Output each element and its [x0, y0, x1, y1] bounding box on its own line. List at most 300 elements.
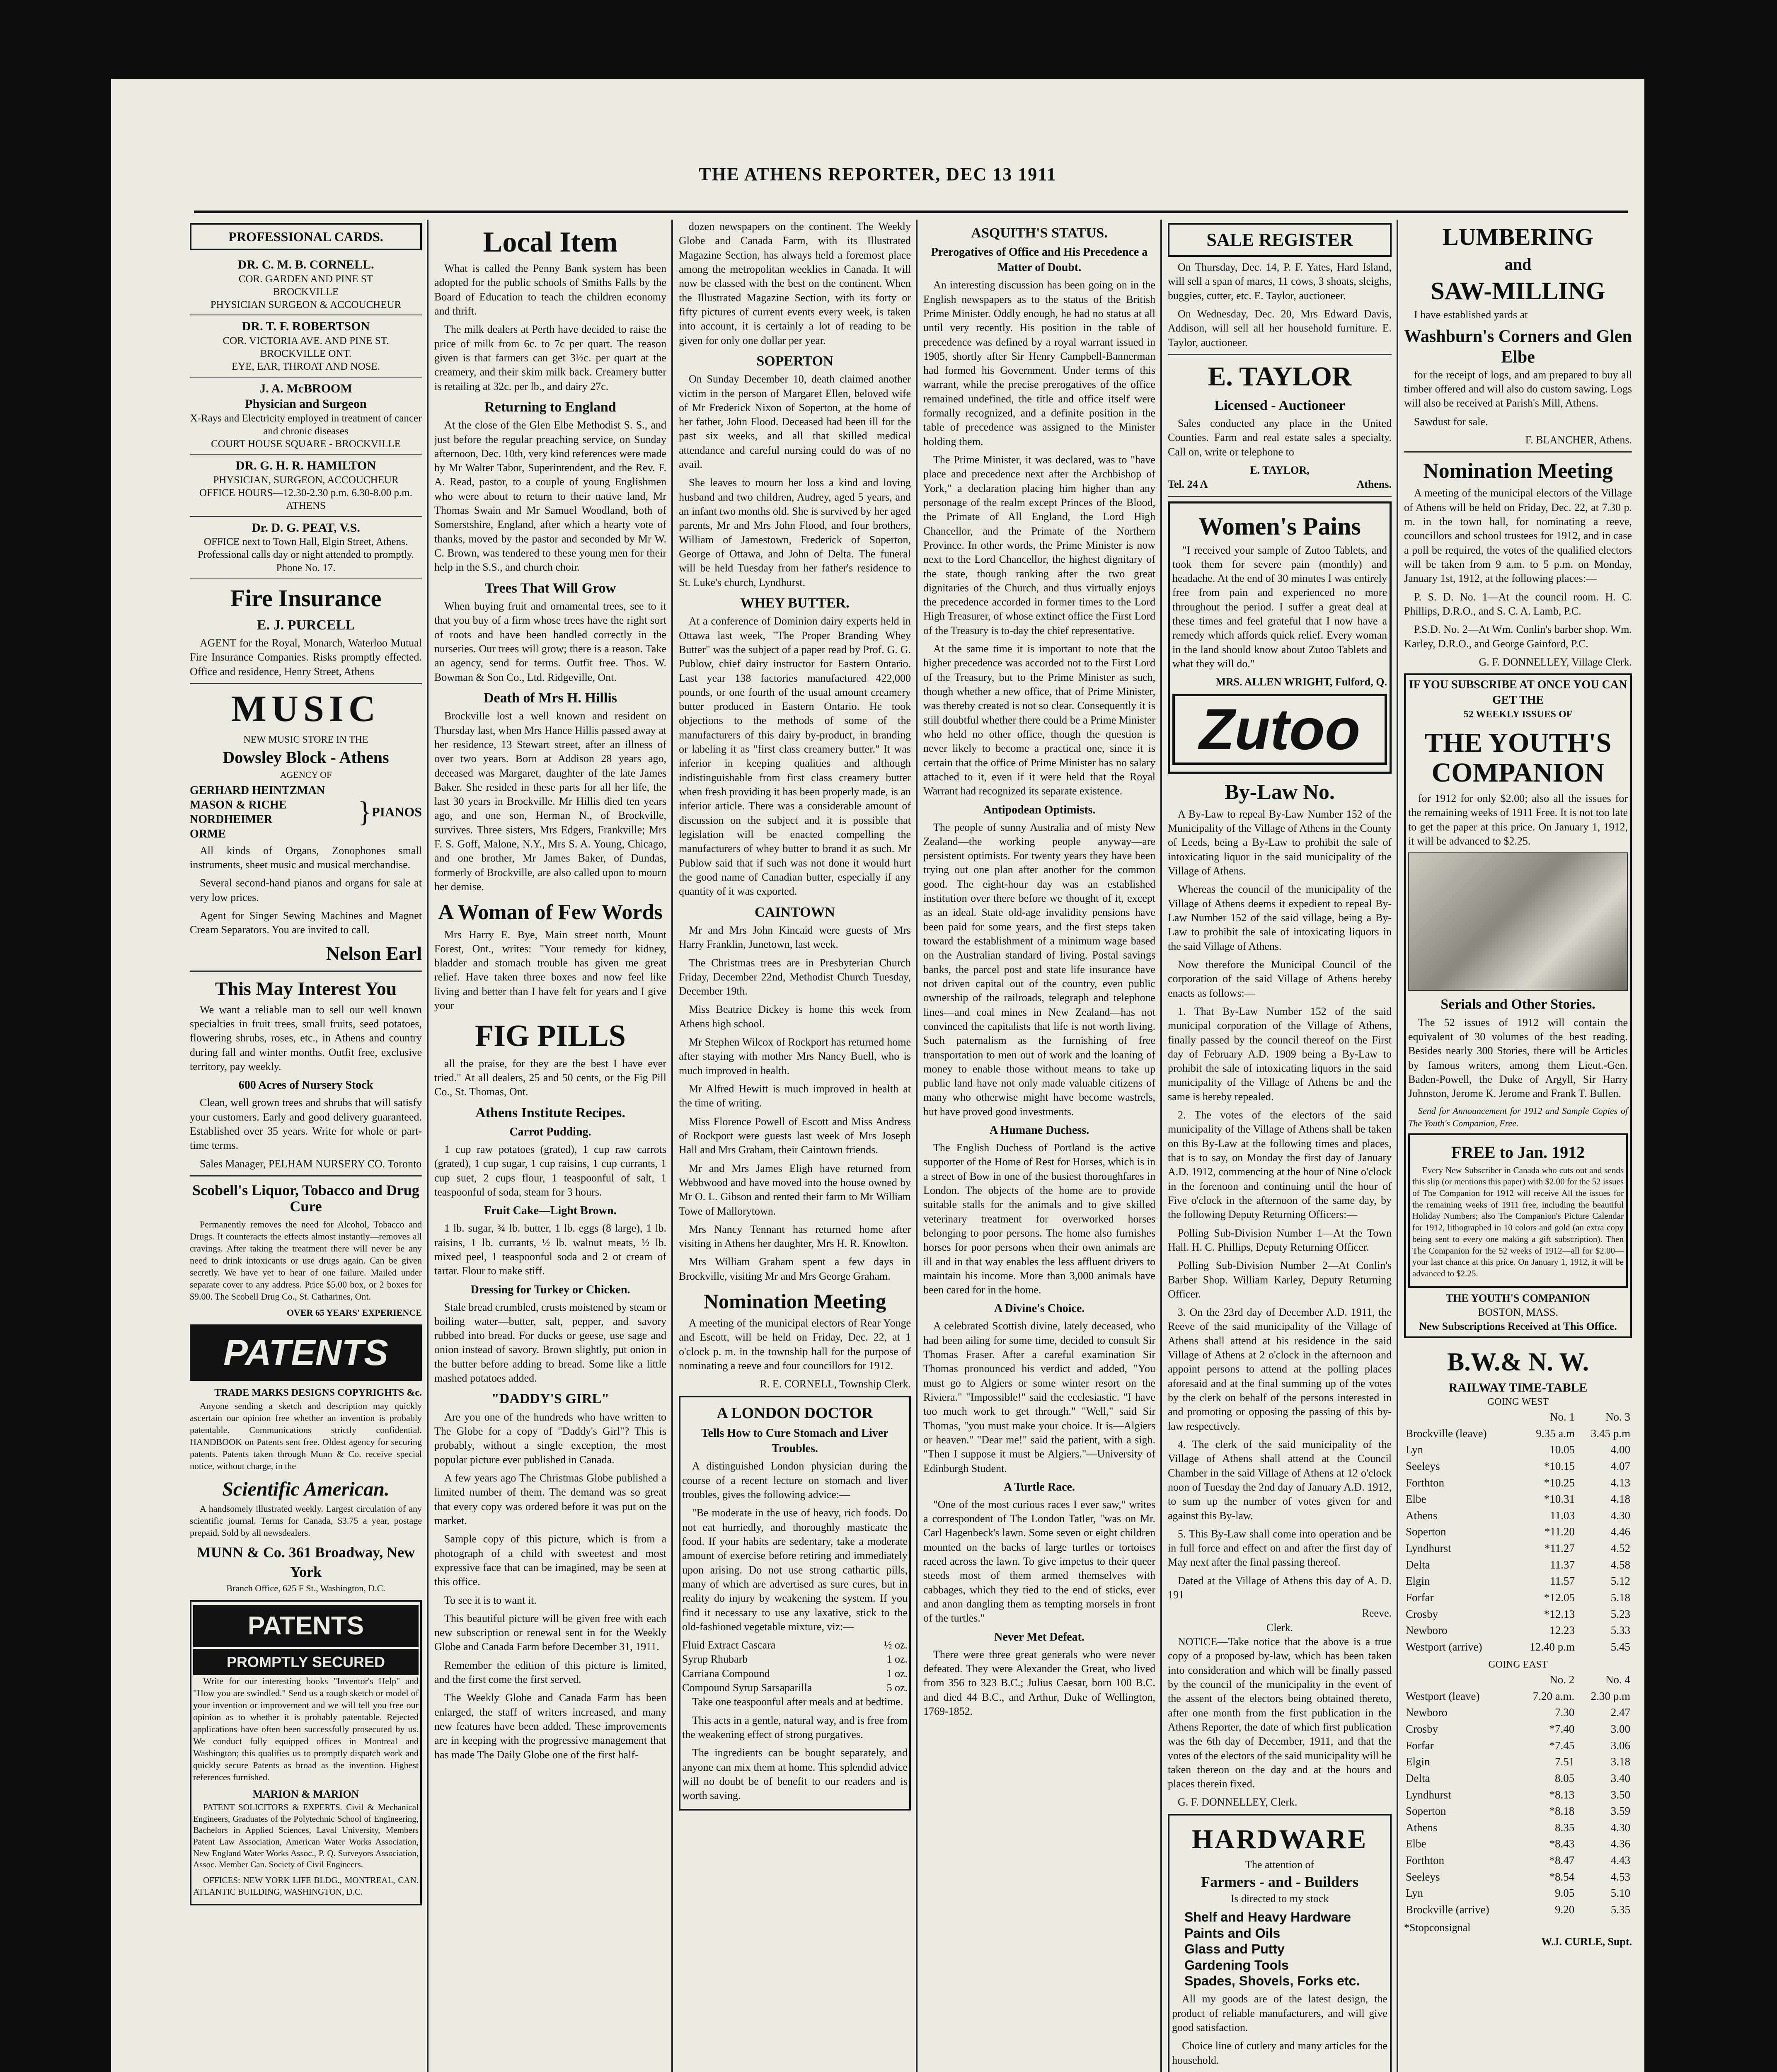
bylaw-text: Polling Sub-Division Number 2—At Conlin's Barber Shop. William Karley, Deputy Returning Officer.: [1168, 1259, 1392, 1300]
table-cell: 4.53: [1610, 1870, 1630, 1883]
lumber-body: I have established yards at: [1414, 308, 1528, 321]
table-row: [1404, 1688, 1632, 1705]
divider: [190, 1175, 422, 1176]
table-cell: 5.18: [1610, 1591, 1630, 1604]
card-peat: [190, 517, 422, 579]
bylaw-text: 2. The votes of the electors of the said municipality of the Village of Athens shall be taken on this By-Law at the following times and places, that is to say, on Monday the first day of January A.D. 1912, commencing at the hour of Nine o'clock in the forenoon and continuing until the hour of Five o'clock in the afternoon of the same day, by the following Deputy Returning Officers:—: [1168, 1109, 1392, 1221]
article-body: This acts in a gentle, natural way, and is free from the weakening effect of strong purgatives.: [682, 1714, 908, 1740]
news-item: The Christmas trees are in Presbyterian Church Friday, December 22nd, Methodist Church Tuesday, December 19th.: [679, 956, 911, 997]
column-rule: [1397, 220, 1398, 2072]
table-cell: No. 3: [1605, 1411, 1630, 1423]
card-line: COR. VICTORIA AVE. AND PINE ST. BROCKVILLE ONT.: [223, 335, 389, 360]
hardware-item: Shelf and Heavy Hardware: [1184, 1910, 1351, 1925]
table-row: [1404, 1557, 1632, 1573]
card-line: OFFICE HOURS—12.30-2.30 p.m. 6.30-8.00 p.m.: [199, 487, 412, 499]
table-cell: Elgin: [1406, 1575, 1430, 1588]
card-line: Physician and Surgeon: [245, 397, 367, 411]
fire-insurance-title: Fire Insurance: [230, 584, 382, 612]
recipe-body: 1 lb. sugar, ¾ lb. butter, 1 lb. eggs (8 large), 1 lb. raisins, 1 lb. currants, ½ lb. walnut meats, ½ lb. mixed peel, 1 teaspoonful soda and 2 ot cream of tartar. Flour to make stiff.: [434, 1222, 666, 1277]
table-row: [1404, 1754, 1632, 1770]
page-header-title: THE ATHENS REPORTER, DEC 13 1911: [699, 164, 1057, 184]
table-cell: 5.10: [1610, 1887, 1630, 1900]
london-doctor-title: A LONDON DOCTOR: [717, 1404, 873, 1422]
bylaw-text: 5. This By-Law shall come into operation and be in full force and effect on and after the first day of May next after the final passing thereof.: [1168, 1527, 1392, 1569]
piano-brand: NORDHEIMER: [190, 813, 273, 826]
table-cell: 4.30: [1610, 1509, 1630, 1522]
piano-brand: MASON & RICHE: [190, 798, 287, 811]
lumber-places: Washburn's Corners and Glen Elbe: [1404, 327, 1632, 367]
news-item: Miss Florence Powell of Escott and Miss Andress of Rockport were guests last week of Mrs Joseph Hall and Mrs Graham, their Caintown friends.: [679, 1115, 911, 1156]
patents2-sub: PROMPTLY SECURED: [193, 1649, 419, 1675]
professional-cards-title: PROFESSIONAL CARDS.: [190, 223, 422, 250]
table-cell: 11.03: [1550, 1509, 1575, 1522]
rx-item: Syrup Rhubarb: [682, 1653, 748, 1665]
table-row: [1404, 1770, 1632, 1787]
card-name: DR. G. H. R. HAMILTON: [235, 459, 376, 473]
card-line: ATHENS: [286, 500, 326, 512]
table-cell: Delta: [1406, 1558, 1430, 1571]
serials-title: Serials and Other Stories.: [1440, 997, 1595, 1012]
table-row: [1404, 1902, 1632, 1918]
article-body: The ingredients can be bought separately, and anyone can mix them at home. This splendid advice will no doubt be of benefit to our readers and is worth saving.: [682, 1747, 908, 1802]
whey-title: WHEY BUTTER.: [740, 595, 850, 611]
table-cell: 4.13: [1610, 1476, 1630, 1489]
recipes-title: Athens Institute Recipes.: [475, 1105, 625, 1121]
bylaw-text: 3. On the 23rd day of December A.D. 1911, the Reeve of the said municipality of the Village of Athens shall attend at his residence in the said Village of Athens at 2 o'clock in the afternoon and appoint persons to attend at the polling places aforesaid and at the final summing up of the votes by the clerk on behalf of the persons interested in and promoting or opposing the passing of this by-law respectively.: [1168, 1306, 1392, 1432]
column-rule: [427, 220, 429, 2072]
table-cell: 11.37: [1550, 1558, 1575, 1571]
caintown-title: CAINTOWN: [755, 904, 835, 920]
bylaw-text: 1. That By-Law Number 152 of the said municipal corporation of the Village of Athens, finally passed by the council thereof on the First day of February A.D. 1909 being a By-Law to prohibit the sale of intoxicating liquors in the said municipality of the Village of Athens be and the same is hereby repealed.: [1168, 1005, 1392, 1103]
article-body: A few years ago The Christmas Globe published a limited number of them. The demand was so great that every copy was ordered before it was put on the market.: [434, 1472, 666, 1527]
table-cell: 4.30: [1610, 1821, 1630, 1834]
recipe-head: Fruit Cake—Light Brown.: [484, 1204, 617, 1218]
news-item: Mr Stephen Wilcox of Rockport has returned home after staying with mother Mrs Nancy Buell, who is much improved in health.: [679, 1036, 911, 1077]
munn-branch: Branch Office, 625 F St., Washington, D.C.: [226, 1583, 385, 1593]
serials-note: Send for Announcement for 1912 and Sample Copies of The Youth's Companion, Free.: [1408, 1106, 1628, 1128]
news-item: Mr and Mrs James Eligh have returned from Webbwood and have moved into the house owned by Mr O. L. Gibson and rented their farm to Mr William Towe of Mallorytown.: [679, 1162, 911, 1217]
article-body: Brockville lost a well known and resident on Thursday last, when Mrs Hance Hillis passed away at her residence, 13 Stewart street, after an illness of over two years. Born at Addison 28 years ago, deceased was Margaret, daughter of the late James Baker. She resided in these parts for all her life, the last 30 years in Brockville. Mr Hillis died ten years ago, and one son, Herman N., of Brockville, survives. Three sisters, Mrs Edgers, Frankville; Mrs F. S. Goff, Malone, N.Y., Mrs S. A. Young, Chicago, and one brother, Mr James Baker, of Dundas, formerly of Brockville, are also called upon to mourn her demise.: [434, 710, 666, 893]
defeat-title: Never Met Defeat.: [994, 1630, 1085, 1644]
nomination-sign: R. E. CORNELL, Township Clerk.: [760, 1378, 911, 1390]
table-cell: 11.57: [1550, 1575, 1575, 1588]
bylaw-notice: NOTICE—Take notice that the above is a true copy of a proposed by-law, which has been taken into consideration and which will be finally passed by the council of the municipality in the event of the assent of the electors being obtained thereto, after one month from the first publication in the Athens Reporter, the date of which first publication was the 6th day of December, 1911, and that the votes of the electors of the said municipality will be taken thereon on the day and at the hours and places therein fixed.: [1168, 1636, 1392, 1790]
brace-icon: }: [358, 796, 372, 828]
timetable-west: [1404, 1409, 1632, 1655]
table-cell: *7.45: [1549, 1739, 1575, 1752]
table-cell: No. 1: [1549, 1411, 1575, 1423]
hardware-item: Glass and Putty: [1184, 1941, 1285, 1957]
card-line: PHYSICIAN, SURGEON, ACCOUCHEUR: [213, 474, 399, 486]
article-body: A celebrated Scottish divine, lately deceased, who had been ailing for some time, decided to consult Sir Thomas Fraser. After a careful examination Sir Thomas pronounced his verdict and added, "You must go to Algiers or some winter resort on the Riviera." "Impossible!" said the ecclesiastic. "I have too much work to get through." "Well," said Sir Thomas, "you must make your choice. It is—Algiers or heaven." "Dear me!" said the patient, with a sigh. "Then I suppose it must be Algiers."—University of Edinburgh Student.: [923, 1320, 1155, 1474]
railway-sub: RAILWAY TIME-TABLE: [1448, 1380, 1588, 1394]
divider: [1168, 496, 1392, 497]
table-row: [1404, 1409, 1632, 1426]
rx-list: [682, 1638, 908, 1695]
table-cell: 4.46: [1610, 1525, 1630, 1538]
nursery-sign: Sales Manager, PELHAM NURSERY CO. Toronto: [200, 1157, 422, 1170]
bylaw-text: Polling Sub-Division Number 1—At the Town Hall. H. C. Phillips, Deputy Returning Officer.: [1168, 1227, 1392, 1253]
illustration-image: [1408, 852, 1628, 991]
table-row: [1404, 1475, 1632, 1491]
rx-row: [682, 1681, 908, 1695]
article-body: Mrs Harry E. Bye, Main street north, Mount Forest, Ont., writes: "Your remedy for kidney, bladder and stomach trouble has given me great relief. Have taken three boxes and now feel like living and better than I have felt for years and I give your: [434, 928, 666, 1012]
table-cell: *8.47: [1549, 1854, 1575, 1867]
table-cell: 4.00: [1610, 1443, 1630, 1456]
card-line: PHYSICIAN SURGEON & ACCOUCHEUR: [210, 299, 402, 311]
newspaper-page: [111, 79, 1644, 2072]
lumber-body: for the receipt of logs, and am prepared to buy all timber offered and will also do custom sawing. Logs will also be received at Parish's Mill, Athens.: [1404, 368, 1632, 409]
table-cell: Soperton: [1406, 1525, 1446, 1538]
patents2-title: PATENTS: [193, 1605, 419, 1647]
table-row: [1404, 1885, 1632, 1902]
sale-item: On Wednesday, Dec. 20, Mrs Edward Davis, Addison, will sell all her household furniture. E. Taylor, auctioneer.: [1168, 308, 1392, 349]
divider: [190, 683, 422, 684]
table-row: [1404, 1491, 1632, 1508]
divider: [190, 971, 422, 972]
table-row: [1404, 1508, 1632, 1524]
recipe-body: 1 cup raw potatoes (grated), 1 cup raw carrots (grated), 1 cup sugar, 1 cup raisins, 1 cup currants, 1 cup suet, 2 cups flour, 1 teaspoonful of salt, 1 teaspoonful of soda, steam for 3 hours.: [434, 1143, 666, 1198]
nursery-body: Clean, well grown trees and shrubs that will satisfy your customers. Early and good delivery guaranteed. Established over 35 years. Write for whole or part-time terms.: [190, 1097, 422, 1152]
news-item: Miss Beatrice Dickey is home this week from Athens high school.: [679, 1003, 911, 1030]
bylaw-text: 4. The clerk of the said municipality of the Village of Athens shall attend at the Council Chamber in the said Village of Athens at 12 o'clock noon of Tuesday the 2nd day of January A.D. 1912, to sum up the number of votes given for and against this By-law.: [1168, 1438, 1392, 1522]
pianos-names: [190, 783, 358, 841]
hillis-title: Death of Mrs H. Hillis: [483, 690, 617, 706]
serials-body: The 52 issues of 1912 will contain the equivalent of 30 volumes of the best reading. Besides nearly 300 Stories, there will be Articles by famous writers, among them Lieut.-Gen. Baden-Powell, the Duke of Argyll, Sir Harry Johnston, Jerome K. Jerome and Frank T. Bullen.: [1408, 1016, 1628, 1100]
table-cell: Elbe: [1406, 1493, 1426, 1506]
timetable-east: [1404, 1672, 1632, 1918]
table-cell: Brockville (leave): [1406, 1427, 1487, 1440]
music-subtitle: NEW MUSIC STORE IN THE: [243, 734, 368, 746]
yc-sign: THE YOUTH'S COMPANION: [1445, 1292, 1591, 1304]
london-doctor-sub: Tells How to Cure Stomach and Liver Troubles.: [701, 1427, 888, 1455]
london-doctor-box: [679, 1396, 911, 1811]
table-cell: 3.18: [1610, 1755, 1630, 1768]
table-cell: *8.18: [1549, 1805, 1575, 1818]
table-cell: 5.33: [1610, 1624, 1630, 1637]
patents-logo: PATENTS: [190, 1324, 422, 1381]
sawmilling-title: SAW-MILLING: [1431, 277, 1605, 305]
table-cell: 9.20: [1554, 1903, 1575, 1916]
table-cell: 5.23: [1610, 1607, 1630, 1620]
article-body: When buying fruit and ornamental trees, see to it that you buy of a firm whose trees have the right sort of roots and have been handled correctly in the nurseries. Our trees will grow; there is a reason. Take an agency, send for terms. Outfit free. Thos. W. Bowman & Son Co., Ltd. Ridgeville, Ont.: [434, 600, 666, 683]
table-cell: *8.54: [1549, 1870, 1575, 1883]
table-cell: 2.47: [1610, 1706, 1630, 1719]
music-body: Several second-hand pianos and organs for sale at very low prices.: [190, 877, 422, 903]
duchess-title: A Humane Duchess.: [989, 1124, 1089, 1137]
article-body: A distinguished London physician during the course of a recent lecture on stomach and liver troubles, gives the following advice:—: [682, 1460, 908, 1501]
yc-body: for 1912 for only $2.00; also all the issues for the remaining weeks of 1911 Free. It is not too late to get the paper at this price. On January 1, 1912, it will be advanced to $2.25.: [1408, 792, 1628, 847]
lumber-body: Sawdust for sale.: [1414, 415, 1488, 428]
table-cell: 8.35: [1554, 1821, 1575, 1834]
bylaw-notice-sign: G. F. DONNELLEY, Clerk.: [1178, 1796, 1298, 1808]
table-cell: Forthton: [1406, 1854, 1445, 1867]
munn-address: MUNN & Co. 361 Broadway, New York: [196, 1544, 415, 1581]
table-cell: 5.35: [1610, 1903, 1630, 1916]
youths-companion-ad: [1404, 673, 1632, 1338]
table-cell: 3.00: [1610, 1723, 1630, 1736]
table-cell: Delta: [1406, 1772, 1430, 1784]
hardware-sub: Farmers - and - Builders: [1201, 1873, 1358, 1890]
rx-row: [682, 1667, 908, 1681]
divider: [1404, 451, 1632, 453]
railway-note: *Stopconsignal: [1404, 1921, 1471, 1934]
card-line: X-Rays and Electricity employed in treatment of cancer and chronic diseases: [190, 412, 422, 437]
woman-title: A Woman of Few Words: [438, 900, 663, 925]
column-5: [1168, 220, 1392, 2072]
article-body: The Weekly Globe and Canada Farm has been enlarged, the staff of writers increased, and many new features have been added. These improvements are in keeping with the progressive management that has made The Daily Globe one of the first half-: [434, 1692, 666, 1761]
table-row: [1404, 1836, 1632, 1852]
table-cell: 4.52: [1610, 1542, 1630, 1555]
columns: [190, 220, 1632, 2072]
table-cell: 10.05: [1549, 1443, 1575, 1456]
bylaw-reeve: Reeve.: [1362, 1607, 1392, 1619]
nomination2-body: A meeting of the municipal electors of the Village of Athens will be held on Friday, Dec. 22, at 7.30 p. m. in the town hall, for nominating a reeve, councillors and school trustees for 1912, and in case a poll be required, the votes of the qualified electors will be taken from 9 a.m. to 5 p.m. on Monday, January 1st, 1912, at the following places:—: [1404, 487, 1632, 585]
table-row: [1404, 1721, 1632, 1738]
article-body: At a conference of Dominion dairy experts held in Ottawa last week, "The Proper Branding Whey Butter" was the subject of a paper read by Prof. G. G. Publow, chief dairy instructor for Eastern Ontario. Last year 138 factories manufactured 422,000 pounds, or one fourth of the usual amount creamery butter produced in Eastern Ontario. He took objections to the methods of some of the manufacturers of this dairy by-product, in branding or labeling it as "first class creamery butter." It was inferior in keeping qualities and although indistinguishable from first class creamery butter when fresh providing it has been properly made, is an inferior article. There was a considerable amount of discussion on the subject and it is possible that legislation will be enacted compelling the manufacturers of whey butter to brand it as such. Mr Publow said that if such was not done it would hurt the good name of Canadian butter, especially if any quantity of it was exported.: [679, 615, 911, 898]
lumbering-and: and: [1504, 254, 1532, 274]
card-name: DR. C. M. B. CORNELL.: [237, 258, 374, 272]
table-cell: Soperton: [1406, 1805, 1446, 1818]
rx-row: [682, 1638, 908, 1652]
free-body: Every New Subscriber in Canada who cuts out and sends this slip (or mentions this paper) with $2.00 for the 52 issues of The Companion for 1912 will receive All the issues for the remaining weeks of 1911 free, including the beautiful Holiday Numbers; also The Companion's Picture Calendar for 1912, lithographed in 10 colors and gold (an extra copy being sent to every one making a gift subscription). Then The Companion for the 52 weeks of 1912—all for $2.00—your last chance at this price. On January 1, 1912, it will be advanced to $2.25.: [1412, 1165, 1624, 1278]
england-title: Returning to England: [484, 399, 616, 415]
fire-insurance-name: E. J. PURCELL: [257, 617, 355, 633]
scobell-title: Scobell's Liquor, Tobacco and Drug Cure: [192, 1181, 419, 1215]
bylaw-clerk: Clerk.: [1266, 1621, 1293, 1634]
table-cell: Athens: [1406, 1821, 1438, 1834]
bylaw-dated: Dated at the Village of Athens this day of A. D. 191: [1168, 1574, 1392, 1601]
table-cell: Newboro: [1406, 1624, 1448, 1637]
card-line: BROCKVILLE: [273, 286, 339, 298]
lumber-sign: F. BLANCHER, Athens.: [1525, 433, 1632, 446]
piano-brand: ORME: [190, 827, 226, 840]
taylor-town: Athens.: [1356, 478, 1392, 491]
column-rule: [1160, 220, 1162, 2072]
article-body: Remember the edition of this picture is limited, and the first come the first served.: [434, 1659, 666, 1686]
card-line: EYE, EAR, THROAT AND NOSE.: [231, 361, 380, 373]
article-body: "One of the most curious races I ever saw," writes a correspondent of The London Tatler, "was on Mr. Carl Hagenbeck's lawn. Some seven or eight children mounted on the backs of large turtles or tortoises raced across the lawn. To give impetus to their queer steeds most of them armed themselves with cabbages, which they tied to the end of sticks, ever and anon dangling them as tempting morsels in front of the turtles.": [923, 1498, 1155, 1624]
yc-sign: BOSTON, MASS.: [1478, 1306, 1558, 1319]
nomination2-sign: G. F. DONNELLEY, Village Clerk.: [1479, 656, 1632, 668]
turtle-title: A Turtle Race.: [1004, 1480, 1075, 1493]
article-body: The milk dealers at Perth have decided to raise the price of milk from 6c. to 7c per quart. The reason given is that farmers can get 3½c. per quart at the creamery, and their skim milk back. Creamery butter is retailing at 32c. per lb., and dairy 27c.: [434, 323, 666, 392]
rx-amount: 5 oz.: [886, 1682, 908, 1694]
interest-body: We want a reliable man to sell our well known specialties in fruit trees, small fruits, seed potatoes, flowering shrubs, roses, etc., in Athens and country during fall and winter months. Outfit free, exclusive territory, pay weekly.: [190, 1003, 422, 1073]
article-body: At the same time it is important to note that the higher precedence was accorded not to the First Lord of the Treasury, but to the Prime Minister as such, though whether a new office, that of Prime Minister, was thereby created is not so clear. Consequently it is still doubtful whether there could be a Prime Minister who held no other office, though the question is never likely to become a practical one, since it is certain that the office of Prime Minister has no salary attached to it, even if it were held that the Royal Warrant had recognized its separate existence.: [923, 643, 1155, 797]
music-title: MUSIC: [231, 688, 380, 730]
hardware-title: HARDWARE: [1191, 1824, 1368, 1854]
going-west: GOING WEST: [1487, 1397, 1549, 1408]
choice-title: A Divine's Choice.: [994, 1302, 1085, 1315]
article-body: Sample copy of this picture, which is from a photograph of a child with sweetest and most expressive face that can be imagined, may be seen at this office.: [434, 1533, 666, 1588]
hardware-item: Paints and Oils: [1184, 1925, 1281, 1941]
table-cell: *8.13: [1549, 1788, 1575, 1801]
table-cell: 9.05: [1554, 1887, 1575, 1900]
card-hamilton: [190, 455, 422, 516]
table-cell: *10.15: [1544, 1460, 1575, 1472]
hardware-sub: Is directed to my stock: [1230, 1893, 1329, 1905]
recipe-head: Dressing for Turkey or Chicken.: [470, 1283, 630, 1296]
table-cell: *8.43: [1549, 1837, 1575, 1850]
news-item: Mr Alfred Hewitt is much improved in health at the time of writing.: [679, 1083, 911, 1109]
article-body: Take one teaspoonful after meals and at bedtime.: [692, 1696, 903, 1708]
table-cell: Crosby: [1406, 1607, 1438, 1620]
taylor-name: E. TAYLOR: [1208, 361, 1352, 392]
table-cell: Forthton: [1406, 1476, 1445, 1489]
card-name: Dr. D. G. PEAT, V.S.: [252, 520, 360, 535]
article-body: This beautiful picture will be given free with each new subscription or renewal sent in for the Weekly Globe and Canada Farm before December 31, 1911.: [434, 1612, 666, 1653]
table-row: [1404, 1787, 1632, 1803]
table-row: [1404, 1426, 1632, 1442]
marion: MARION & MARION: [252, 1788, 359, 1801]
free-title: FREE to Jan. 1912: [1451, 1143, 1585, 1162]
table-row: [1404, 1852, 1632, 1869]
article-body: To see it is to want it.: [444, 1594, 537, 1606]
table-row: [1404, 1606, 1632, 1623]
table-cell: *11.27: [1544, 1542, 1575, 1555]
scientific-american: Scientific American.: [222, 1478, 390, 1501]
marion-body: PATENT SOLICITORS & EXPERTS. Civil & Mechanical Engineers, Graduates of the Polytechnic School of Engineering, Bachelors in Applied Sciences, Laval University, Members Patent Law Association, American Water Works Association, New England Water Works Assoc., P. Q. Surveyors Association, Assoc. Member Can. Society of Civil Engineers.: [193, 1802, 419, 1870]
table-cell: No. 2: [1549, 1673, 1575, 1686]
fig-pills-title: FIG PILLS: [475, 1019, 626, 1053]
taylor-sub: Licensed - Auctioneer: [1214, 397, 1345, 413]
table-row: [1404, 1622, 1632, 1639]
table-cell: No. 4: [1605, 1673, 1630, 1686]
column-6: [1404, 220, 1632, 2072]
divider: [1168, 354, 1392, 355]
table-cell: 3.40: [1610, 1772, 1630, 1784]
column-rule: [671, 220, 673, 2072]
header-rule: [194, 211, 1628, 213]
news-item: Mr and Mrs John Kincaid were guests of Mrs Harry Franklin, Junetown, last week.: [679, 924, 911, 951]
rx-row: [682, 1652, 908, 1666]
article-body: On Sunday December 10, death claimed another victim in the person of Margaret Ellen, beloved wife of Mr Frederick Nixon of Soperton, at the home of her father, John Flood. Deceased had been ill for the past six weeks, and all that skilled medical attendance and careful nursing could do was of no avail.: [679, 373, 911, 471]
nomination-title: Nomination Meeting: [703, 1290, 886, 1313]
recipe-body: Stale bread crumbled, crusts moistened by steam or boiling water—butter, salt, pepper, and savory rubbed into bread. For ducks or geese, use sage and onion instead of savory. Brown slightly, put onion in the butter before adding to bread. Some like a little mashed potatoes added.: [434, 1301, 666, 1385]
interest-title: This May Interest You: [215, 978, 397, 1000]
table-cell: Westport (leave): [1406, 1690, 1480, 1702]
table-row: [1404, 1820, 1632, 1836]
table-row: [1404, 1573, 1632, 1590]
table-cell: 7.20 a.m.: [1532, 1690, 1575, 1702]
table-cell: Seeleys: [1406, 1460, 1440, 1472]
music-signature: Nelson Earl: [326, 943, 422, 964]
hardware-items: [1184, 1909, 1387, 1989]
article-body: "Be moderate in the use of heavy, rich foods. Do not eat hurriedly, and thoroughly masticate the food. If your habits are sedentary, take a moderate amount of exercise before retiring and immediately upon arising. Do not use strong cathartic pills, many of which are advertised as sure cures, but in reality do injury by weakening the system. If you find it necessary to use any laxative, stick to the old-fashioned vegetable mixture, viz:—: [682, 1507, 908, 1633]
local-item-title: Local Item: [483, 226, 618, 258]
table-cell: Forfar: [1406, 1739, 1434, 1752]
card-name: J. A. McBROOM: [259, 381, 352, 395]
scobell-body: Permanently removes the need for Alcohol, Tobacco and Drugs. It counteracts the effects almost instantly—removes all cravings. After taking the treatment there will never be any need to drink intoxicants or use drugs again. Can be given secretly. We have yet to hear of one failure. Mailed under separate cover to any address. Price $5.00 box, or 2 boxes for $9.00. The Scobell Drug Co., St. Catharines, Ont.: [190, 1219, 422, 1302]
table-cell: *11.20: [1544, 1525, 1575, 1538]
sale-item: On Thursday, Dec. 14, P. F. Yates, Hard Island, will sell a span of mares, 11 cows, 3 shoats, sleighs, buggies, cutter, etc. E. Taylor, auctioneer.: [1168, 261, 1392, 302]
recipe-head: Carrot Pudding.: [509, 1126, 591, 1139]
table-cell: Elgin: [1406, 1755, 1430, 1768]
music-block: Dowsley Block - Athens: [223, 748, 389, 767]
asquith-title: ASQUITH'S STATUS.: [971, 225, 1108, 241]
nursery-head: 600 Acres of Nursery Stock: [238, 1079, 373, 1092]
bylaw-title: By-Law No.: [1225, 780, 1335, 804]
card-line: COURT HOUSE SQUARE - BROCKVILLE: [211, 438, 401, 450]
table-row: [1404, 1540, 1632, 1557]
article-body: The English Duchess of Portland is the active supporter of the Home of Rest for Horses, which is in a street of Bow in one of the busiest thoroughfares in London. The objects of the home are to provide suitable stalls for the animals and to give skilled veterinary treatment for overworked horses belonging to poor persons. The home also furnishes horses for poor persons when their own animals are ill and in that way enables the less affluent drivers to maintain his income. More than 3,000 animals have been cared for in the home.: [923, 1142, 1155, 1296]
music-body: Agent for Singer Sewing Machines and Magnet Cream Separators. You are invited to call.: [190, 909, 422, 936]
table-cell: [1404, 1409, 1513, 1426]
table-row: [1404, 1442, 1632, 1458]
womens-pains-title: Women's Pains: [1198, 512, 1361, 540]
music-agency: AGENCY OF: [280, 769, 332, 780]
table-cell: 3.45 p.m: [1591, 1427, 1630, 1440]
table-cell: *7.40: [1549, 1723, 1575, 1736]
taylor-sign: E. TAYLOR,: [1250, 464, 1310, 476]
table-cell: 12.23: [1549, 1624, 1575, 1637]
article-body: The people of sunny Australia and of misty New Zealand—the working people anyway—are persistent optimists. For twenty years they have been trying out one plan after another for the common good. The eight-hour day was an established institution over there before we thought of it, except as an ideal. State old-age invalidity pensions have been paid for some years, and the first steps taken toward the establishment of a minimum wage based on the Australian standard of living. Postal savings banks, the parcel post and state life insurance have not driven capital out of the country, even public ownership of the railroads, telegraph and telephone lines—and coal mines in New Zealand—has not convinced the capitalists that life is not worth living. Such paternalism as the furnishing of free transportation to men out of work and the loaning of money to enable those without means to take up public land have not only made valuable citizens of many who otherwise might have become wastrels, but have proved good investments.: [923, 821, 1155, 1118]
card-cornell: [190, 254, 422, 315]
rx-amount: 1 oz.: [886, 1667, 908, 1680]
trees-title: Trees That Will Grow: [484, 580, 616, 596]
daddys-girl-title: "DADDY'S GIRL": [491, 1391, 610, 1407]
rx-item: Carriana Compound: [682, 1667, 770, 1680]
hardware-body: Choice line of cutlery and many articles for the household.: [1172, 2040, 1387, 2066]
antipodean-title: Antipodean Optimists.: [983, 803, 1096, 816]
rx-amount: 1 oz.: [886, 1653, 908, 1665]
column-1: [190, 220, 422, 2072]
asquith-sub: Prerogatives of Office and His Precedence a Matter of Doubt.: [931, 246, 1148, 274]
patents-marks: TRADE MARKS DESIGNS COPYRIGHTS &c.: [214, 1387, 422, 1399]
table-cell: Crosby: [1406, 1723, 1438, 1736]
rx-item: Fluid Extract Cascara: [682, 1639, 776, 1651]
card-robertson: [190, 315, 422, 377]
news-item: Mrs Nancy Tennant has returned home after visiting in Athens her daughter, Mrs H. R. Knowlton.: [679, 1223, 911, 1250]
pianos-label: PIANOS: [372, 804, 422, 820]
table-cell: *12.13: [1544, 1607, 1575, 1620]
free-box: [1408, 1133, 1628, 1288]
taylor-footer: [1168, 477, 1392, 491]
column-3: [679, 220, 911, 2072]
rx-amount: ½ oz.: [884, 1639, 908, 1651]
table-cell: [1404, 1672, 1518, 1688]
zutoo-logo: Zutoo: [1172, 694, 1387, 765]
yc-title: THE YOUTH'S COMPANION: [1424, 727, 1612, 788]
sci-am-body: A handsomely illustrated weekly. Largest circulation of any scientific journal. Terms for Canada, $3.75 a year, postage prepaid. Sold by all newsdealers.: [190, 1503, 422, 1538]
patents-experience: OVER 65 YEARS' EXPERIENCE: [286, 1307, 422, 1318]
table-row: [1404, 1738, 1632, 1754]
table-cell: 4.36: [1610, 1837, 1630, 1850]
table-cell: 4.58: [1610, 1558, 1630, 1571]
table-cell: Athens: [1406, 1509, 1438, 1522]
table-cell: Westport (arrive): [1406, 1640, 1482, 1653]
nomination2-body: P.S.D. No. 2—At Wm. Conlin's barber shop. Wm. Karley, D.R.O., and George Gainford, P.C.: [1404, 623, 1632, 650]
table-cell: 5.45: [1610, 1640, 1630, 1653]
news-item: Mrs William Graham spent a few days in Brockville, visiting Mr and Mrs George Graham.: [679, 1256, 911, 1282]
patents-promptly-box: [190, 1600, 422, 1905]
lumbering-title: LUMBERING: [1442, 223, 1594, 250]
article-body: What is called the Penny Bank system has been adopted for the public schools of Smiths Falls by the Board of Education to teach the children economy and thrift.: [434, 262, 666, 317]
bylaw-text: Now therefore the Municipal Council of the corporation of the said Village of Athens hereby enacts as follows:—: [1168, 958, 1392, 999]
table-cell: 7.30: [1554, 1706, 1575, 1719]
yc-head: IF YOU SUBSCRIBE AT ONCE YOU CAN GET THE: [1409, 678, 1627, 707]
table-cell: *10.31: [1544, 1493, 1575, 1506]
taylor-tel: Tel. 24 A: [1168, 478, 1208, 491]
article-body: A meeting of the municipal electors of Rear Yonge and Escott, will be held on Friday, Dec. 22, at 1 o'clock p. m. in the township hall for the purpose of nominating a reeve and four councillors for 1912.: [679, 1317, 911, 1372]
zutoo-ad: [1168, 501, 1392, 774]
hardware-ad: [1168, 1814, 1392, 2072]
article-body: Are you one of the hundreds who have written to The Globe for a copy of "Daddy's Girl"? This is probably, without a single exception, the most popular picture ever published in Canada.: [434, 1411, 666, 1466]
article-body: There were three great generals who were never defeated. They were Alexander the Great, who lived from 356 to 323 B.C.; Julius Caesar, born 100 B.C. and died 44 B.C., and Arthur, Duke of Wellington, 1769-1852.: [923, 1648, 1155, 1717]
soperton-title: SOPERTON: [756, 353, 833, 369]
table-cell: Forfar: [1406, 1591, 1434, 1604]
